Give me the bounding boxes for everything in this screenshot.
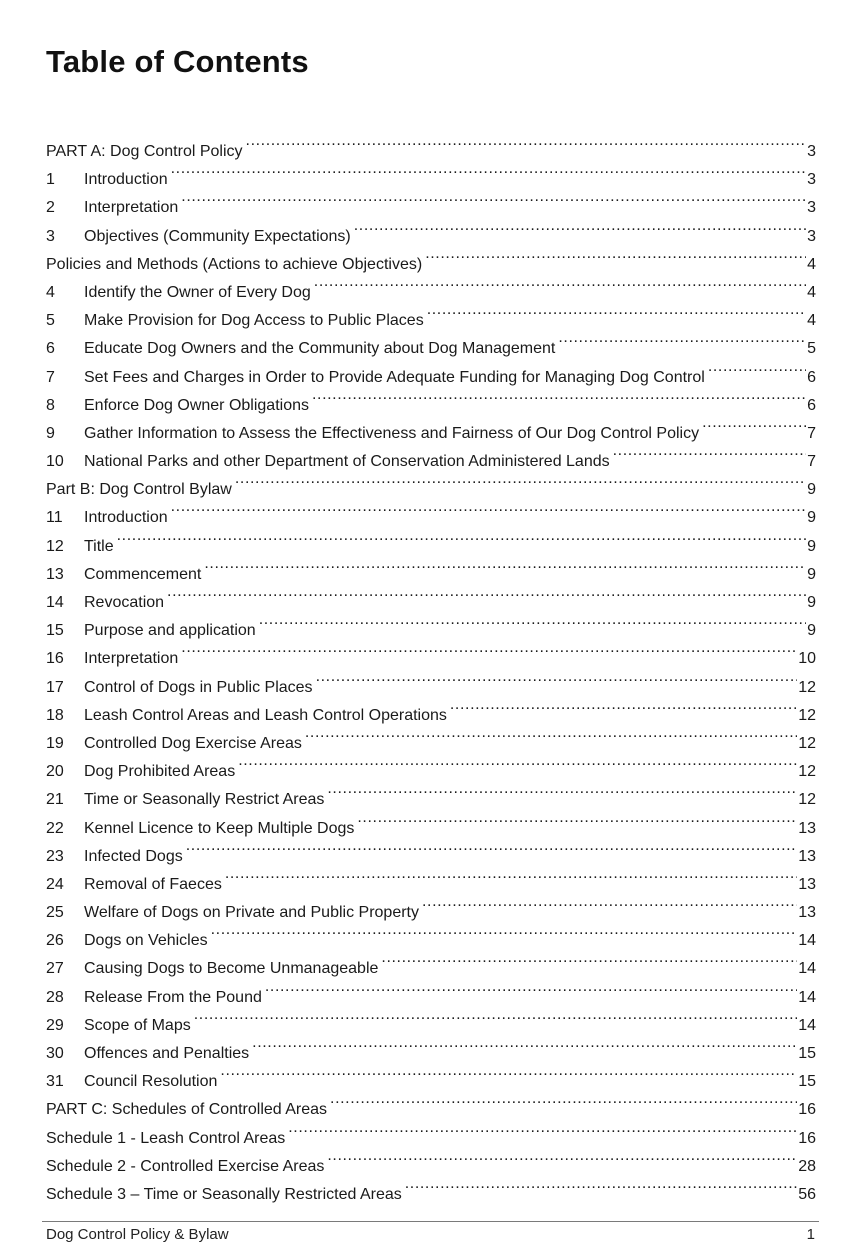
toc-dot-leader (194, 1002, 797, 1030)
toc-dot-leader (357, 805, 797, 833)
toc-entry-title: Removal of Faeces (84, 875, 222, 893)
toc-entry-number: 2 (46, 199, 55, 217)
toc-entry-page-number: 9 (807, 622, 816, 640)
toc-entry-page-number: 16 (798, 1101, 816, 1119)
toc-entry-number: 22 (46, 819, 64, 837)
toc-entry-title: Controlled Dog Exercise Areas (84, 734, 302, 752)
toc-dot-leader (316, 664, 798, 692)
toc-dot-leader (246, 128, 807, 156)
toc-entry-page-number: 10 (798, 650, 816, 668)
toc-entry-number: 18 (46, 706, 64, 724)
toc-entry-title: Welfare of Dogs on Private and Public Property (84, 904, 419, 922)
toc-dot-leader (450, 692, 797, 720)
toc-entry-page-number: 4 (807, 283, 816, 301)
toc-dot-leader (314, 269, 806, 297)
toc-entry-title: Policies and Methods (Actions to achieve Objectives) (46, 255, 423, 273)
toc-entry-title: Purpose and application (84, 622, 256, 640)
toc-dot-leader (422, 889, 797, 917)
toc-entry-page-number: 56 (798, 1185, 816, 1203)
toc-entry-title: Gather Information to Assess the Effectiveness and Fairness of Our Dog Control Policy (84, 424, 700, 442)
toc-dot-leader (181, 635, 797, 663)
toc-entry-page-number: 9 (807, 481, 816, 499)
toc-entry-number: 29 (46, 1016, 64, 1034)
page-title: Table of Contents (46, 44, 309, 79)
toc-entry-page-number: 7 (807, 453, 816, 471)
footer-document-title: Dog Control Policy & Bylaw (46, 1226, 229, 1243)
toc-dot-leader (171, 494, 806, 522)
toc-dot-leader (167, 579, 806, 607)
toc-entry-page-number: 5 (807, 340, 816, 358)
toc-entry-title: Title (84, 537, 114, 555)
toc-entry-number: 26 (46, 932, 64, 950)
toc-entry-page-number: 12 (798, 791, 816, 809)
toc-entry-number: 5 (46, 312, 55, 330)
toc-dot-leader (235, 466, 806, 494)
toc-entry-page-number: 13 (798, 847, 816, 865)
toc-dot-leader (225, 861, 797, 889)
toc-entry[interactable] (46, 128, 816, 160)
toc-dot-leader (708, 354, 806, 382)
toc-dot-leader (312, 382, 806, 410)
toc-entry-number: 7 (46, 368, 55, 386)
toc-entry-page-number: 4 (807, 255, 816, 273)
toc-dot-leader (171, 156, 806, 184)
toc-entry-number: 25 (46, 904, 64, 922)
toc-dot-leader (204, 551, 806, 579)
table-of-contents (46, 128, 816, 1203)
toc-entry-number: 27 (46, 960, 64, 978)
toc-dot-leader (558, 325, 806, 353)
toc-entry-page-number: 12 (798, 734, 816, 752)
toc-dot-leader (305, 720, 797, 748)
toc-entry-title: Council Resolution (84, 1073, 218, 1091)
toc-entry-number: 23 (46, 847, 64, 865)
toc-entry[interactable] (46, 523, 816, 555)
toc-entry-page-number: 15 (798, 1045, 816, 1062)
footer-divider (42, 1221, 819, 1222)
toc-entry-title: Objectives (Community Expectations) (84, 227, 351, 245)
toc-dot-leader (181, 184, 806, 212)
toc-entry-number: 13 (46, 565, 64, 583)
toc-entry-page-number: 13 (798, 819, 816, 837)
toc-entry-page-number: 14 (798, 960, 816, 978)
toc-entry-page-number: 3 (807, 171, 816, 189)
toc-dot-leader (613, 438, 806, 466)
toc-entry-title: Time or Seasonally Restrict Areas (84, 791, 325, 809)
toc-entry-title: Introduction (84, 509, 168, 527)
toc-dot-leader (220, 1058, 797, 1086)
toc-entry-title: Make Provision for Dog Access to Public Places (84, 312, 424, 330)
toc-entry-number: 9 (46, 424, 55, 442)
toc-entry-title: Offences and Penalties (84, 1045, 250, 1062)
toc-entry-page-number: 14 (798, 1016, 816, 1034)
toc-entry-title: Interpretation (84, 199, 179, 217)
toc-entry-number: 12 (46, 537, 64, 555)
toc-entry-title: PART A: Dog Control Policy (46, 143, 243, 160)
toc-dot-leader (327, 776, 797, 804)
toc-dot-leader (381, 945, 797, 973)
toc-entry-title: Release From the Pound (84, 988, 262, 1006)
toc-dot-leader (330, 1086, 797, 1114)
toc-entry-number: 16 (46, 650, 64, 668)
toc-entry-title: Interpretation (84, 650, 179, 668)
toc-entry-number: 10 (46, 453, 64, 471)
toc-entry-number: 17 (46, 678, 64, 696)
toc-entry-title: Dogs on Vehicles (84, 932, 208, 950)
toc-entry-page-number: 15 (798, 1073, 816, 1091)
toc-entry-title: Control of Dogs in Public Places (84, 678, 313, 696)
toc-dot-leader (265, 974, 797, 1002)
toc-entry-number: 19 (46, 734, 64, 752)
toc-entry-title: Schedule 1 - Leash Control Areas (46, 1129, 286, 1147)
toc-entry-number: 11 (46, 509, 63, 527)
toc-entry-number: 30 (46, 1045, 64, 1062)
toc-entry-title: Enforce Dog Owner Obligations (84, 396, 309, 414)
toc-entry-number: 31 (46, 1073, 64, 1091)
toc-entry[interactable] (46, 551, 816, 583)
toc-dot-leader (117, 523, 806, 551)
toc-entry-page-number: 3 (807, 143, 816, 160)
toc-entry-page-number: 6 (807, 368, 816, 386)
toc-entry-title: Infected Dogs (84, 847, 183, 865)
toc-entry-number: 3 (46, 227, 55, 245)
toc-entry-number: 6 (46, 340, 55, 358)
toc-entry-page-number: 12 (798, 706, 816, 724)
toc-dot-leader (211, 917, 798, 945)
toc-entry-title: Part B: Dog Control Bylaw (46, 481, 232, 499)
toc-dot-leader (252, 1030, 797, 1058)
toc-entry-page-number: 6 (807, 396, 816, 414)
toc-entry-page-number: 3 (807, 227, 816, 245)
toc-dot-leader (354, 213, 806, 241)
toc-entry-page-number: 7 (807, 424, 816, 442)
toc-entry-number: 4 (46, 283, 55, 301)
toc-dot-leader (288, 1115, 797, 1143)
toc-entry-title: Scope of Maps (84, 1016, 191, 1034)
toc-entry-number: 28 (46, 988, 64, 1006)
toc-entry-page-number: 28 (798, 1157, 816, 1175)
toc-entry-page-number: 9 (807, 594, 816, 611)
toc-entry-title: Kennel Licence to Keep Multiple Dogs (84, 819, 355, 837)
toc-entry-number: 24 (46, 875, 64, 893)
toc-entry-number: 8 (46, 396, 55, 414)
toc-entry-page-number: 13 (798, 875, 816, 893)
toc-entry-number: 1 (46, 171, 55, 189)
toc-entry-title: Educate Dog Owners and the Community about Dog Management (84, 340, 556, 358)
toc-entry-title: Set Fees and Charges in Order to Provide Adequate Funding for Managing Dog Control (84, 368, 705, 386)
toc-entry-number: 21 (46, 791, 64, 809)
toc-dot-leader (427, 297, 806, 325)
toc-dot-leader (238, 748, 797, 776)
toc-entry-title: Leash Control Areas and Leash Control Operations (84, 706, 447, 724)
toc-entry-page-number: 13 (798, 904, 816, 922)
toc-dot-leader (425, 241, 806, 269)
toc-dot-leader (259, 607, 806, 635)
toc-entry-title: Schedule 2 - Controlled Exercise Areas (46, 1157, 325, 1175)
toc-entry-title: Commencement (84, 565, 202, 583)
toc-entry-page-number: 12 (798, 763, 816, 781)
toc-entry-page-number: 14 (798, 988, 816, 1006)
toc-entry-title: PART C: Schedules of Controlled Areas (46, 1101, 328, 1119)
toc-entry-title: National Parks and other Department of Conservation Administered Lands (84, 453, 610, 471)
toc-entry-title: Introduction (84, 171, 168, 189)
toc-entry-page-number: 9 (807, 509, 816, 527)
toc-entry-page-number: 12 (798, 678, 816, 696)
toc-entry-number: 14 (46, 594, 64, 611)
toc-dot-leader (327, 1143, 797, 1171)
toc-dot-leader (186, 833, 797, 861)
toc-dot-leader (405, 1171, 797, 1199)
toc-entry-title: Identify the Owner of Every Dog (84, 283, 311, 301)
toc-entry-title: Causing Dogs to Become Unmanageable (84, 960, 379, 978)
toc-entry-page-number: 14 (798, 932, 816, 950)
toc-entry-page-number: 16 (798, 1129, 816, 1147)
toc-entry-title: Revocation (84, 594, 165, 611)
footer-page-number: 1 (806, 1226, 815, 1243)
toc-entry-page-number: 9 (807, 537, 816, 555)
toc-entry-title: Dog Prohibited Areas (84, 763, 236, 781)
toc-entry-title: Schedule 3 – Time or Seasonally Restricted Areas (46, 1185, 402, 1203)
toc-entry-page-number: 9 (807, 565, 816, 583)
toc-entry-number: 15 (46, 622, 64, 640)
toc-entry-page-number: 4 (807, 312, 816, 330)
toc-dot-leader (702, 410, 806, 438)
toc-entry-page-number: 3 (807, 199, 816, 217)
toc-entry-number: 20 (46, 763, 64, 781)
